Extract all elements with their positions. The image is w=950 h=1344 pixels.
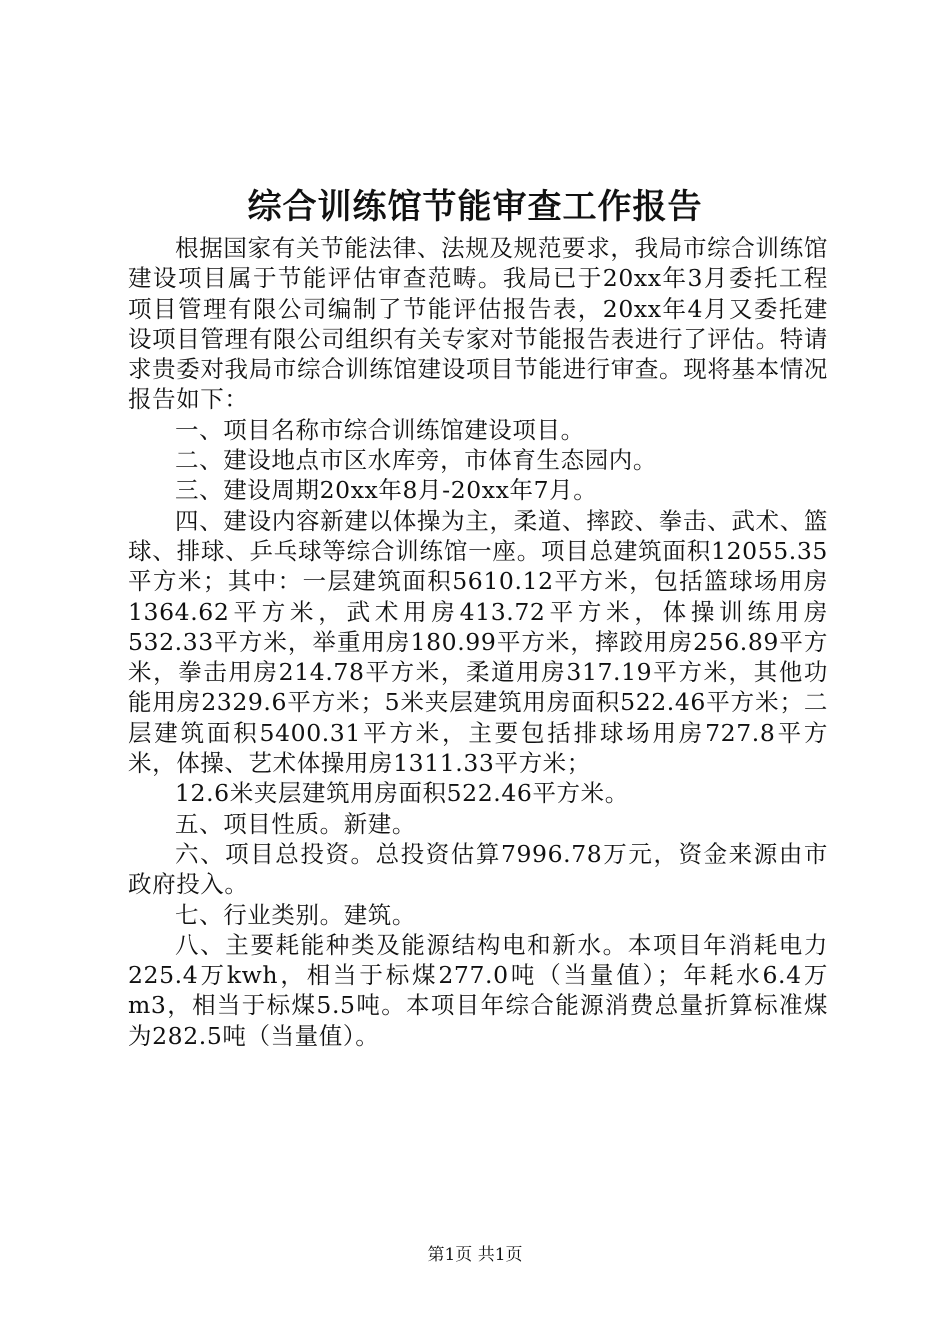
paragraph-intro: 根据国家有关节能法律、法规及规范要求，我局市综合训练馆建设项目属于节能评估审查范畴。我局已于20xx年3月委托工程项目管理有限公司编制了节能评估报告表，20xx年4月又委托建设项目管理有限公司组织有关专家对节能报告表进行了评估。特请求贵委对我局市综合训练馆建设项目节能进行审查。现将基本情况报告如下： — [128, 234, 828, 414]
paragraph-location: 二、建设地点市区水库旁，市体育生态园内。 — [175, 446, 657, 475]
page-footer: 第1页 共1页 — [427, 1245, 523, 1265]
document-title: 综合训练馆节能审查工作报告 — [247, 187, 703, 227]
paragraph-period: 三、建设周期20xx年8月-20xx年7月。 — [175, 476, 598, 505]
paragraph-mezzanine: 12.6米夹层建筑用房面积522.46平方米。 — [175, 779, 629, 808]
paragraph-project-name: 一、项目名称市综合训练馆建设项目。 — [175, 415, 585, 444]
paragraph-nature: 五、项目性质。新建。 — [175, 809, 416, 838]
paragraph-investment: 六、项目总投资。总投资估算7996.78万元，资金来源由市政府投入。 — [128, 839, 828, 899]
paragraph-energy: 八、主要耗能种类及能源结构电和新水。本项目年消耗电力225.4万kwh，相当于标煤277.0吨（当量值）；年耗水6.4万m3，相当于标煤5.5吨。本项目年综合能源消费总量折算标准煤为282.5吨（当量值）。 — [128, 930, 828, 1050]
paragraph-content: 四、建设内容新建以体操为主，柔道、摔跤、拳击、武术、篮球、排球、乒乓球等综合训练馆一座。项目总建筑面积12055.35平方米；其中：一层建筑面积5610.12平方米，包括篮球场用房1364.62平方米，武术用房413.72平方米，体操训练用房532.33平方米，举重用房180.99平方米，摔跤用房256.89平方米，拳击用房214.78平方米，柔道用房317.19平方米，其他功能用房2329.6平方米；5米夹层建筑用房面积522.46平方米；二层建筑面积5400.31平方米，主要包括排球场用房727.8平方米，体操、艺术体操用房1311.33平方米； — [128, 506, 828, 778]
paragraph-industry: 七、行业类别。建筑。 — [175, 900, 416, 929]
document-body — [128, 233, 828, 1051]
